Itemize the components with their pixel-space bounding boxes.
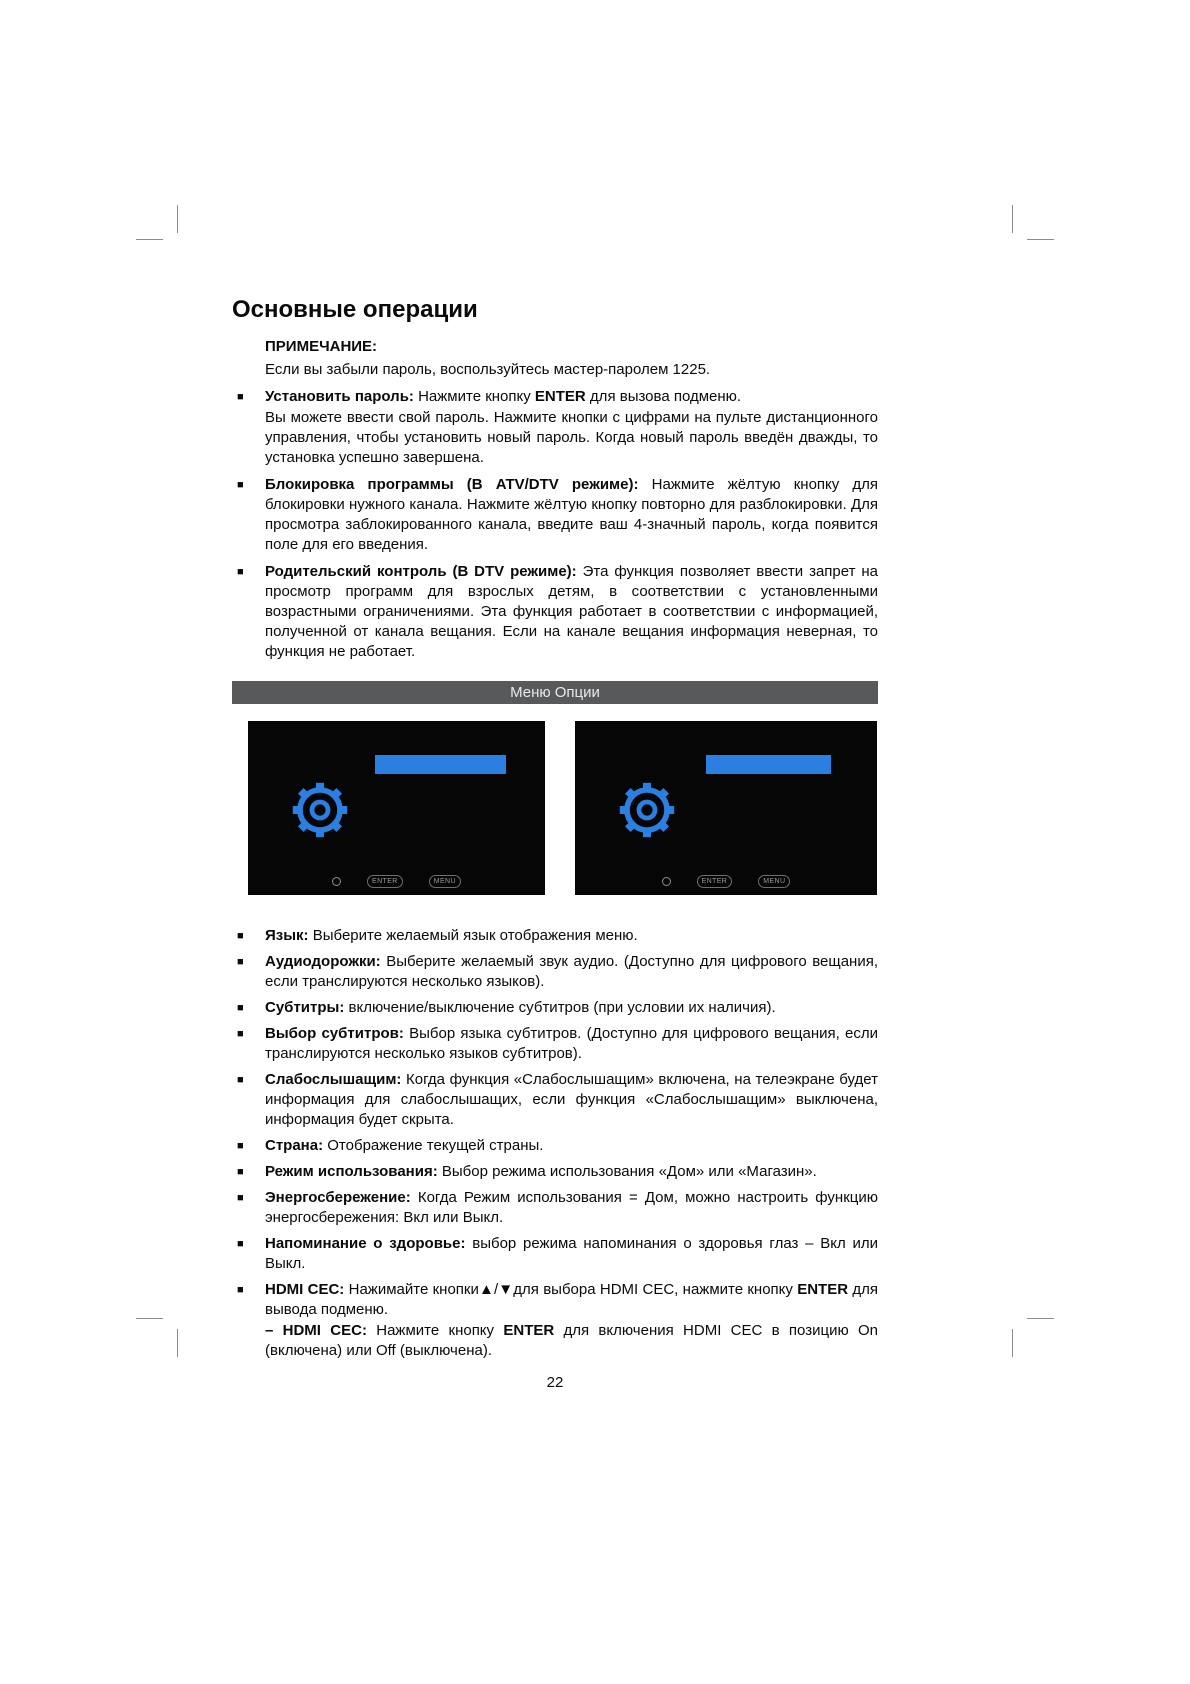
bullet-text: Выбор языка субтитров. (Доступно для цифрового вещания, если транслируются несколько языков субтитров). xyxy=(265,1025,878,1062)
bullet-square-icon: ■ xyxy=(237,1074,244,1086)
bullet-item xyxy=(232,952,878,992)
bullet-square-icon: ■ xyxy=(237,1028,244,1040)
bullet-text: Когда функция «Слабослышащим» включена, на телеэкране будет информация для слабослышащих, если функция «Слабослышащим» выключена, информация будет скрыта. xyxy=(265,1071,878,1128)
crop-mark xyxy=(177,1329,178,1357)
bullet-item xyxy=(232,1188,878,1228)
clock-icon xyxy=(662,877,671,886)
bullet-item xyxy=(232,387,878,407)
bullet-text: для включения HDMI CEC в позицию On (включена) или Off (выключена). xyxy=(265,1322,879,1359)
section-banner xyxy=(232,681,878,704)
bullet-lead-text: Установить пароль: xyxy=(265,388,414,405)
bullet-square-icon: ■ xyxy=(237,956,244,968)
crop-mark xyxy=(1012,1329,1013,1357)
options-menu-screenshot-right xyxy=(575,721,877,895)
menu-key-icon: MENU xyxy=(758,875,790,888)
bullet-lead-text: Блокировка программы (В ATV/DTV режиме): xyxy=(265,476,639,493)
page-title: Основные операции xyxy=(232,296,478,323)
bullet-lead-text: ENTER xyxy=(503,1322,555,1339)
highlight-bar xyxy=(375,755,506,774)
bullet-text: Нажмите кнопку xyxy=(366,1322,504,1339)
bullet-text: для вызова подменю. xyxy=(585,388,742,405)
bullet-square-icon: ■ xyxy=(237,1166,244,1178)
bullet-square-icon: ■ xyxy=(237,1002,244,1014)
bullet-item xyxy=(232,1024,878,1064)
bullet-square-icon: ■ xyxy=(237,930,244,942)
section-banner-label: Меню Опции xyxy=(510,684,600,701)
crop-mark xyxy=(1027,1318,1054,1319)
bullet-body xyxy=(265,1234,878,1274)
crop-mark xyxy=(136,1318,163,1319)
bullet-item xyxy=(232,1162,878,1182)
bullet-body xyxy=(265,1024,878,1064)
bullet-body xyxy=(265,475,878,555)
bullet-text: Отображение текущей страны. xyxy=(323,1137,544,1154)
highlight-bar xyxy=(706,755,831,774)
settings-gear-icon xyxy=(607,770,687,850)
bullet-square-icon: ■ xyxy=(237,1238,244,1250)
bullet-lead-text: Субтитры: xyxy=(265,999,345,1016)
crop-mark xyxy=(1012,205,1013,233)
bullet-text: Нажимайте кнопки▲/▼для выбора HDMI CEC, нажмите кнопку xyxy=(344,1281,798,1298)
crop-mark xyxy=(177,205,178,233)
bullet-square-icon: ■ xyxy=(237,479,244,491)
bullet-square-icon: ■ xyxy=(237,391,244,403)
screen-footer xyxy=(248,875,545,888)
bullet-lead-text: Аудиодорожки: xyxy=(265,953,381,970)
menu-key-icon: MENU xyxy=(429,875,461,888)
bullet-text: Нажмите кнопку xyxy=(413,388,535,405)
bullet-body xyxy=(265,562,878,662)
bullet-lead-text: – HDMI CEC: xyxy=(265,1322,367,1339)
bullet-body xyxy=(265,998,878,1018)
bullet-lead-text: Энергосбережение: xyxy=(265,1189,411,1206)
enter-key-icon: ENTER xyxy=(697,875,733,888)
bullet-square-icon: ■ xyxy=(237,566,244,578)
bullet-text: включение/выключение субтитров (при условии их наличия). xyxy=(344,999,776,1016)
bullet-lead-text: Напоминание о здоровье: xyxy=(265,1235,466,1252)
menu-screenshots xyxy=(248,721,878,895)
bullet-item xyxy=(232,1234,878,1274)
bullet-lead-text: HDMI CEC: xyxy=(265,1281,345,1298)
bullet-square-icon: ■ xyxy=(237,1140,244,1152)
bullet-square-icon: ■ xyxy=(237,1192,244,1204)
top-bullet-list xyxy=(232,387,878,662)
bullet-body xyxy=(265,1188,878,1228)
manual-page-content xyxy=(232,296,878,1393)
bullet-item xyxy=(232,1070,878,1130)
bullet-lead-text: Слабослышащим: xyxy=(265,1071,402,1088)
bullet-body xyxy=(265,1136,878,1156)
bullet-item xyxy=(232,475,878,555)
bullet-lead-text: ENTER xyxy=(534,388,586,405)
note-body: Если вы забыли пароль, воспользуйтесь мастер-паролем 1225. xyxy=(265,361,711,378)
bullet-body xyxy=(265,387,878,407)
bullet-text: Выбор режима использования «Дом» или «Магазин». xyxy=(437,1163,817,1180)
crop-mark xyxy=(1027,239,1054,240)
bullet-square-icon: ■ xyxy=(237,1284,244,1296)
bullet-text: Выберите желаемый звук аудио. (Доступно для цифрового вещания, если транслируются несколько языков). xyxy=(265,953,878,990)
crop-mark xyxy=(136,239,163,240)
bullet-body xyxy=(265,926,878,946)
bullet-text: выбор режима напоминания о здоровья глаз – Вкл или Выкл. xyxy=(265,1235,878,1272)
screen-footer xyxy=(575,875,877,888)
bullet-body xyxy=(265,952,878,992)
bullet-text: для вывода подменю. xyxy=(265,1281,878,1318)
bullet-item xyxy=(232,1280,878,1320)
bullet-body xyxy=(265,1280,878,1320)
bullet-text: Нажмите жёлтую кнопку для блокировки нужного канала. Нажмите жёлтую кнопку повторно для разблокировки. Для просмотра заблокированного канала, введите ваш 4-значный пароль, когда появится поле для его введения. xyxy=(265,476,879,553)
bullet-paragraph xyxy=(265,408,878,468)
bullet-item xyxy=(232,1136,878,1156)
page-number: 22 xyxy=(546,1374,564,1391)
settings-gear-icon xyxy=(280,770,360,850)
bullet-text: Вы можете ввести свой пароль. Нажмите кнопки с цифрами на пульте дистанционного управления, чтобы установить новый пароль. Когда новый пароль введён дважды, то установка успешно завершена. xyxy=(265,409,878,466)
bullet-text: Эта функция позволяет ввести запрет на просмотр программ для взрослых детям, в соответствии с установленными возрастными ограничениями. Эта функция работает в соответствии с информацией, полученной от канала вещания. Если на канале вещания информация неверная, то функция не работает. xyxy=(265,563,878,660)
bottom-bullet-list xyxy=(232,926,878,1361)
note-label: ПРИМЕЧАНИЕ: xyxy=(265,338,378,355)
bullet-lead-text: Страна: xyxy=(265,1137,324,1154)
bullet-text: Выберите желаемый язык отображения меню. xyxy=(308,927,638,944)
bullet-lead-text: Режим использования: xyxy=(265,1163,438,1180)
options-menu-screenshot-left xyxy=(248,721,545,895)
bullet-item xyxy=(232,562,878,662)
bullet-lead-text: ENTER xyxy=(797,1281,849,1298)
bullet-paragraph xyxy=(265,1321,878,1361)
clock-icon xyxy=(332,877,341,886)
bullet-text: Когда Режим использования = Дом, можно настроить функцию энергосбережения: Вкл или Выкл. xyxy=(265,1189,878,1226)
bullet-lead-text: Выбор субтитров: xyxy=(265,1025,404,1042)
bullet-lead-text: Язык: xyxy=(265,927,309,944)
bullet-lead-text: Родительский контроль (В DTV режиме): xyxy=(265,563,577,580)
bullet-item xyxy=(232,998,878,1018)
bullet-item xyxy=(232,926,878,946)
enter-key-icon: ENTER xyxy=(367,875,403,888)
bullet-body xyxy=(265,1162,878,1182)
bullet-body xyxy=(265,1070,878,1130)
